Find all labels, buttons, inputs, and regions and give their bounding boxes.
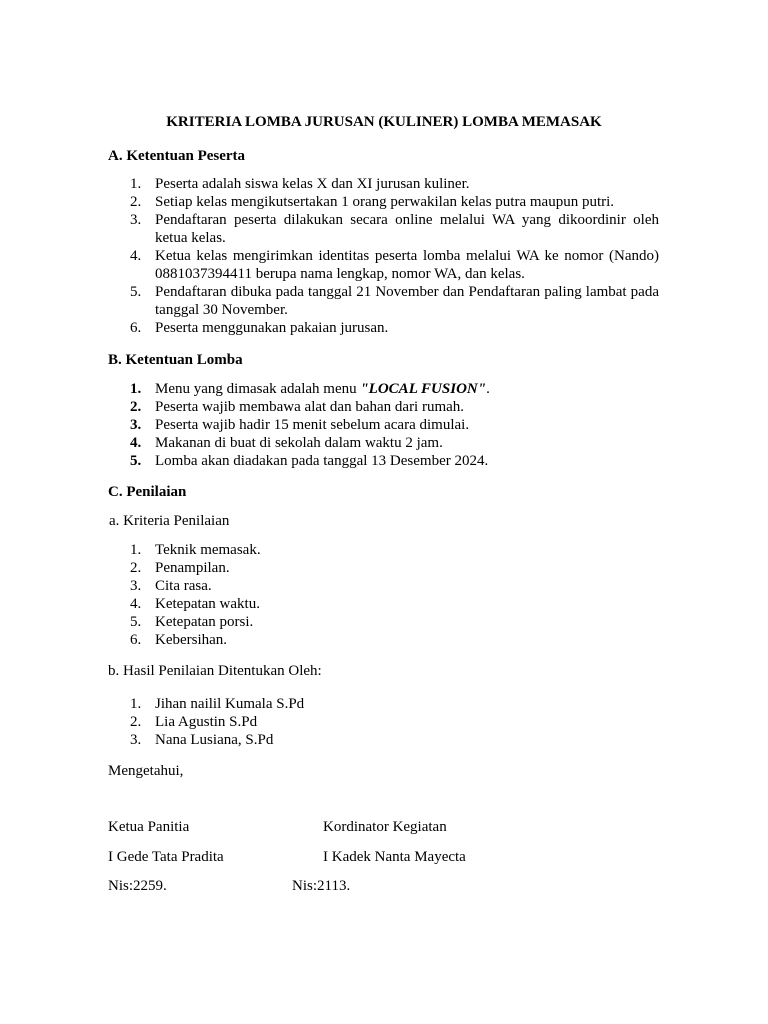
list-item: 5. Lomba akan diadakan pada tanggal 13 Desember 2024. [130, 453, 489, 469]
left-signatory-nis: Nis:2259. [108, 878, 167, 894]
acknowledged-label: Mengetahui, [108, 763, 184, 779]
list-item: 3. Nana Lusiana, S.Pd [130, 732, 274, 748]
list-item: 1. Jihan nailil Kumala S.Pd [130, 696, 305, 712]
list-item: 5. Ketepatan porsi. [130, 614, 254, 630]
list-item: 6. Kebersihan. [130, 632, 228, 648]
list-item: 3. Cita rasa. [130, 578, 212, 594]
list-item: 4. Ketepatan waktu. [130, 596, 260, 612]
list-item: 1. Peserta adalah siswa kelas X dan XI jurusan kuliner. [130, 176, 470, 192]
judges-list [108, 695, 659, 749]
criteria-heading: a. Kriteria Penilaian [109, 513, 230, 529]
section-c-heading: C. Penilaian [108, 484, 187, 500]
right-signatory-nis: Nis:2113. [292, 878, 351, 894]
section-a-list [108, 175, 659, 337]
left-signatory-name: I Gede Tata Pradita [108, 849, 224, 865]
list-item: 2. Penampilan. [130, 560, 230, 576]
list-item: 6. Peserta menggunakan pakaian jurusan. [130, 320, 389, 336]
left-signatory-role: Ketua Panitia [108, 819, 190, 835]
judges-heading: b. Hasil Penilaian Ditentukan Oleh: [108, 663, 322, 679]
menu-theme: "LOCAL FUSION" [360, 381, 487, 397]
right-signatory-name: I Kadek Nanta Mayecta [323, 849, 466, 865]
section-b-list [108, 380, 659, 470]
list-item: 5. Pendaftaran dibuka pada tanggal 21 November dan Pendaftaran paling lambat pada tanggal 30 November. [130, 284, 659, 318]
list-item: 4. Makanan di buat di sekolah dalam waktu 2 jam. [130, 435, 443, 451]
right-signatory-role: Kordinator Kegiatan [323, 819, 447, 835]
list-item: 1. Menu yang dimasak adalah menu "LOCAL FUSION". [130, 381, 490, 397]
section-b-heading: B. Ketentuan Lomba [108, 352, 243, 368]
list-item: 2. Lia Agustin S.Pd [130, 714, 258, 730]
criteria-list [108, 541, 659, 649]
section-a-heading: A. Ketentuan Peserta [108, 148, 246, 164]
document-title: KRITERIA LOMBA JURUSAN (KULINER) LOMBA MEMASAK [166, 114, 602, 130]
list-item: 3. Peserta wajib hadir 15 menit sebelum acara dimulai. [130, 417, 470, 433]
list-item: 2. Setiap kelas mengikutsertakan 1 orang perwakilan kelas putra maupun putri. [130, 194, 615, 210]
list-item: 1. Teknik memasak. [130, 542, 261, 558]
list-item: 3. Pendaftaran peserta dilakukan secara online melalui WA yang dikoordinir oleh ketua kelas. [130, 212, 659, 246]
list-item: 4. Ketua kelas mengirimkan identitas peserta lomba melalui WA ke nomor (Nando) 0881037394411 berupa nama lengkap, nomor WA, dan kelas. [130, 248, 659, 282]
list-item: 2. Peserta wajib membawa alat dan bahan dari rumah. [130, 399, 465, 415]
